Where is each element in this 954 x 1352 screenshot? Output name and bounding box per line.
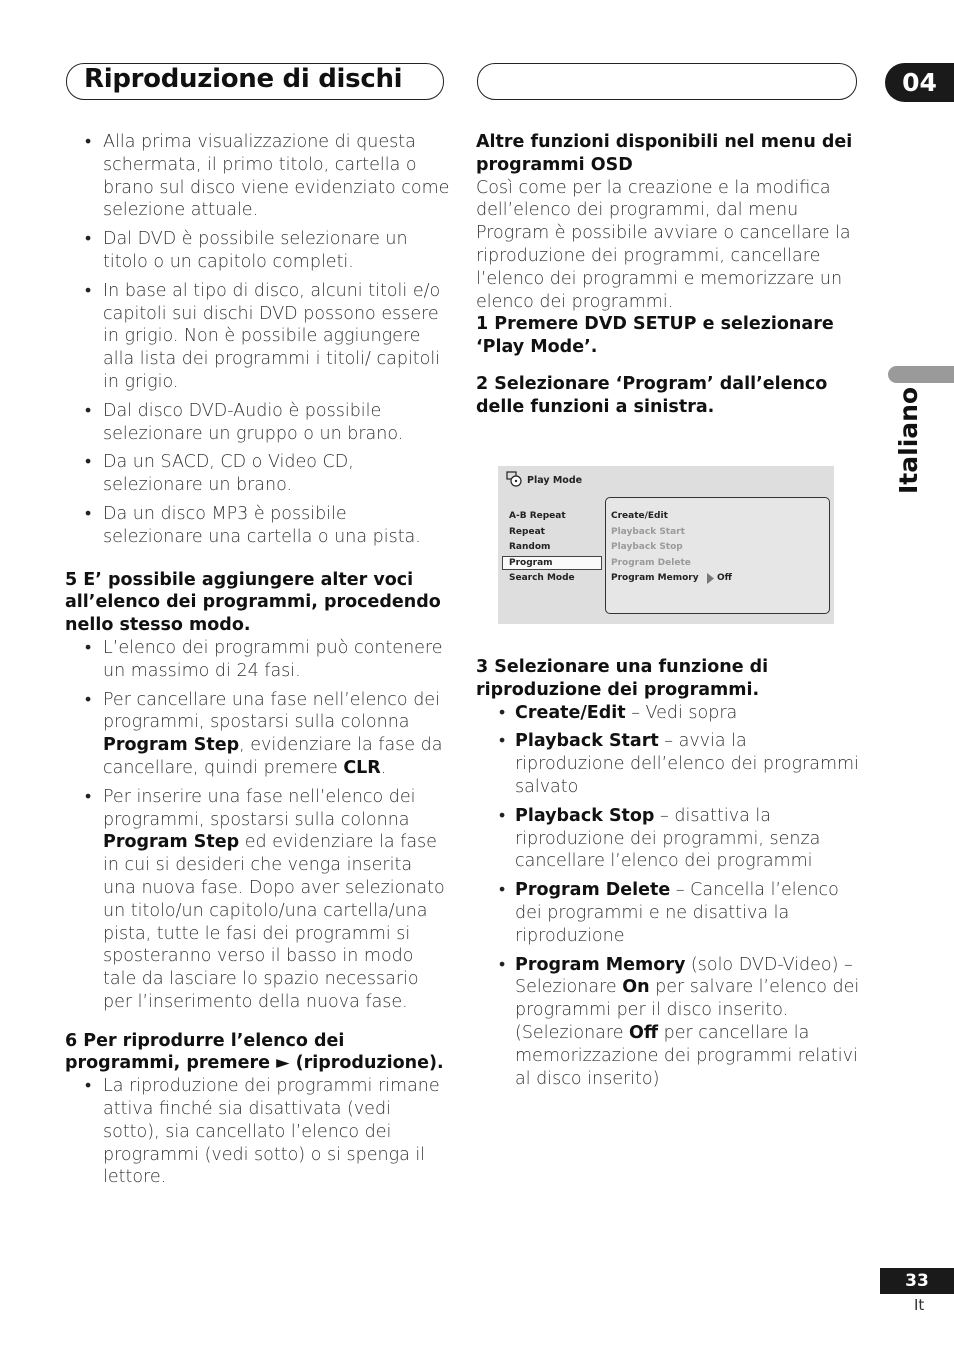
osd-menu-item-random[interactable]: Random	[509, 542, 551, 552]
list-item: • Da un SACD, CD o Video CD, selezionare un brano.	[65, 451, 450, 497]
disc-settings-icon	[506, 471, 522, 487]
osd-menu-item-ab-repeat[interactable]: A-B Repeat	[509, 511, 566, 521]
list-item: • Dal disco DVD-Audio è possibile selezionare un gruppo o un brano.	[65, 400, 450, 446]
osd-option-playback-stop[interactable]: Playback Stop	[611, 542, 683, 552]
language-label: Italiano	[894, 386, 923, 494]
step-2-heading: 2 Selezionare ‘Program’ dall’elenco delle funzioni a sinistra.	[476, 373, 828, 417]
play-arrow-icon	[707, 573, 714, 584]
osd-menu-item-search-mode[interactable]: Search Mode	[509, 573, 575, 583]
right-column	[476, 131, 861, 419]
list-item: • Per inserire una fase nell’elenco dei programmi, spostarsi sulla colonna Program Step ed evidenziare la fase in cui si desideri che venga inserita una nuova fase. Dopo aver selezionato un titolo/un capitolo/una cartella/una pista, tutte le fasi dei programmi si sposteranno verso il basso in modo tale da lasciare lo spazio necessario per l’inserimento della nuova fase.	[65, 786, 450, 1014]
page-title: Riproduzione di dischi	[84, 64, 403, 94]
step-3-heading: 3 Selezionare una funzione di riproduzione dei programmi.	[476, 657, 769, 700]
osd-title: Play Mode	[527, 475, 583, 486]
osd-option-create-edit[interactable]: Create/Edit	[611, 511, 668, 521]
list-item: • Program Memory (solo DVD-Video) – Selezionare On per salvare l’elenco dei programmi per il disco inserito. (Selezionare Off per cancellare la memorizzazione dei programmi relativi al disco inserito)	[476, 954, 861, 1091]
list-item: • Program Delete – Cancella l’elenco dei programmi e ne disattiva la riproduzione	[476, 879, 861, 947]
bullet-list-intro	[65, 131, 450, 549]
step-6-heading: 6 Per riprodurre l’elenco dei programmi, premere ► (riproduzione).	[65, 1030, 444, 1074]
osd-menu-item-repeat[interactable]: Repeat	[509, 527, 545, 537]
step-5-heading: 5 E’ possibile aggiungere alter voci all’elenco dei programmi, procedendo nello stesso modo.	[65, 569, 441, 636]
osd-option-program-memory[interactable]: Program Memory	[611, 573, 699, 583]
chapter-number: 04	[885, 63, 954, 102]
osd-option-playback-start[interactable]: Playback Start	[611, 527, 685, 537]
language-tab	[888, 366, 954, 383]
left-column	[65, 131, 450, 1195]
list-item: • Da un disco MP3 è possibile selezionare una cartella o una pista.	[65, 503, 450, 549]
bullet-list-functions	[476, 702, 861, 1091]
right-column-lower	[476, 656, 861, 1096]
section-heading: Altre funzioni disponibili nel menu dei programmi OSD	[476, 132, 853, 175]
list-item: • In base al tipo di disco, alcuni titoli e/o capitoli sui dischi DVD possono essere in grigio. Non è possibile aggiungere alla lista dei programmi i titoli/ capitoli in grigio.	[65, 280, 450, 394]
osd-menu-item-program[interactable]: Program	[509, 558, 553, 568]
section-intro: Così come per la creazione e la modifica dell’elenco dei programmi, dal menu Program è possibile avviare o cancellare la riproduzione dei programmi, cancellare l’elenco dei programmi e memorizzare un elenco dei programmi.	[476, 177, 851, 312]
bullet-list-step6	[65, 1075, 450, 1189]
osd-option-program-delete[interactable]: Program Delete	[611, 558, 691, 568]
bullet-list-step5	[65, 637, 450, 1014]
osd-screen	[498, 466, 834, 624]
list-item: • Dal DVD è possibile selezionare un titolo o un capitolo completi.	[65, 228, 450, 274]
list-item: • Per cancellare una fase nell’elenco dei programmi, spostarsi sulla colonna Program Step, evidenziare la fase da cancellare, quindi premere CLR.	[65, 689, 450, 780]
list-item: • Create/Edit – Vedi sopra	[476, 702, 861, 725]
list-item: • L’elenco dei programmi può contenere un massimo di 24 fasi.	[65, 637, 450, 683]
list-item: • La riproduzione dei programmi rimane attiva finché sia disattivata (vedi sotto), sia cancellato l’elenco dei programmi (vedi sotto) o si spenga il lettore.	[65, 1075, 450, 1189]
page-number: 33	[880, 1268, 954, 1294]
step-1-heading: 1 Premere DVD SETUP e selezionare ‘Play Mode’.	[476, 314, 834, 358]
language-code: It	[914, 1296, 925, 1314]
list-item: • Playback Stop – disattiva la riproduzione dei programmi, senza cancellare l’elenco dei programmi	[476, 805, 861, 873]
list-item: • Alla prima visualizzazione di questa schermata, il primo titolo, cartella o brano sul disco viene evidenziato come selezione attuale.	[65, 131, 450, 222]
header-empty-frame	[477, 63, 857, 100]
list-item: • Playback Start – avvia la riproduzione dell’elenco dei programmi salvato	[476, 730, 861, 798]
osd-program-memory-value: Off	[717, 573, 732, 583]
